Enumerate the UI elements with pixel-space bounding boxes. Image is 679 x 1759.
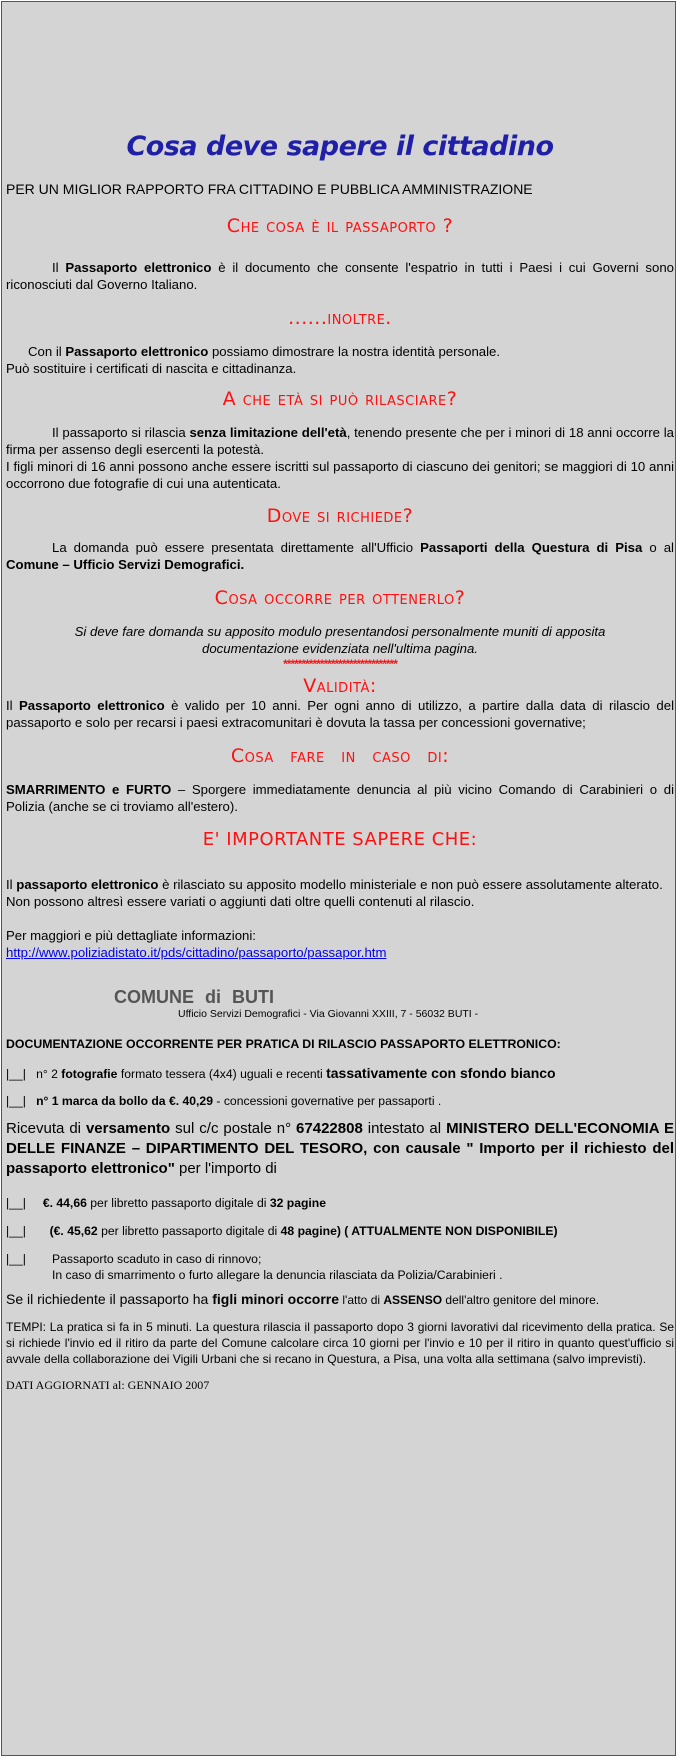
doc-item-48-pagine: |__| (€. 45,62 per libretto passaporto digitale di 48 pagine) ( ATTUALMENTE NON DISPONIBILE) [6,1224,558,1238]
doc-item-rinnovo [6,1251,674,1283]
heading-occorre: Cosa occorre per ottenerlo? [214,587,466,609]
info-link[interactable]: http://www.poliziadistato.it/pds/cittadino/passaporto/passapor.htm [6,945,387,960]
para-info: Per maggiori e più dettagliate informazioni: [6,928,256,943]
para-minori: I figli minori di 16 anni possono anche essere iscritti sul passaporto di ciascuno dei genitori; se maggiori di 10 anni occorrono due fotografie di cui una autenticata. [6,459,674,491]
heading-cosa-passaporto: Che cosa è il passaporto ? [226,215,454,237]
subtitle: PER UN MIGLIOR RAPPORTO FRA CITTADINO E PUBBLICA AMMINISTRAZIONE [6,181,533,197]
content [6,131,674,1394]
doc-heading: DOCUMENTAZIONE OCCORRENTE PER PRATICA DI RILASCIO PASSAPORTO ELETTRONICO: [6,1037,561,1051]
comune-address: Ufficio Servizi Demografici - Via Giovanni XXIII, 7 - 56032 BUTI - [178,1008,479,1020]
info-link-para [6,944,674,961]
heading-eta: A che età si può rilasciare? [222,388,458,410]
para-dove: La domanda può essere presentata direttamente all'Ufficio Passaporti della Questura di Pisa o al Comune – Ufficio Servizi Demografici. [6,540,674,572]
heading-importante: E' IMPORTANTE SAPERE CHE: [202,829,478,850]
rinnovo-text: Passaporto scaduto in caso di rinnovo; [52,1252,262,1266]
checkbox-48-pagine[interactable]: |__| [6,1224,26,1238]
comune-name: COMUNE di BUTI [114,987,274,1007]
para-variati: Non possono altresì essere variati o aggiunti dati oltre quelli contenuti al rilascio. [6,894,475,909]
para-identita: Con il Passaporto elettronico possiamo dimostrare la nostra identità personale. [28,344,501,359]
doc-item-fotografie: |__| n° 2 fotografie formato tessera (4x4) uguali e recenti tassativamente con sfondo bianco [6,1065,556,1081]
heading-inoltre: ......inoltre. [288,307,392,329]
heading-validita: Validità: [303,675,377,697]
para-occorre: Si deve fare domanda su apposito modulo presentandosi personalmente muniti di apposita documentazione evidenziata nell'ultima pagina. [74,624,606,656]
smarrimento-text: In caso di smarrimento o furto allegare la denuncia rilasciata da Polizia/Carabinieri . [52,1268,503,1282]
doc-item-marca: |__| n° 1 marca da bollo da €. 40,29 - concessioni governative per passaporti . [6,1094,442,1108]
para-smarrimento: SMARRIMENTO e FURTO – Sporgere immediatamente denuncia al più vicino Comando di Carabinieri o di Polizia (anche se ci troviamo all'estero). [6,782,674,814]
checkbox-32-pagine[interactable]: |__| [6,1196,26,1210]
checkbox-rinnovo[interactable]: |__| [6,1252,26,1266]
para-certificati: Può sostituire i certificati di nascita e cittadinanza. [6,361,297,376]
heading-dove: Dove si richiede? [266,505,414,527]
page-title: Cosa deve sapere il cittadino [126,131,554,162]
checkbox-fotografie[interactable]: |__| [6,1067,26,1081]
para-validita: Il Passaporto elettronico è valido per 10 anni. Per ogni anno di utilizzo, a partire dalla data di rilascio del passaporto e solo per recarsi i paesi extracomunitari è dovuta la tassa per concessioni governative; [6,698,674,730]
para-eta: Il passaporto si rilascia senza limitazione dell'età, tenendo presente che per i minori di 18 anni occorre la firma per assenso degli esercenti la potestà. [6,425,675,457]
checkbox-marca[interactable]: |__| [6,1094,26,1108]
heading-caso: Cosa fare in caso di: [230,745,450,767]
para-assenso: Se il richiedente il passaporto ha figli minori occorre l'atto di ASSENSO dell'altro genitore del minore. [6,1291,600,1307]
stars-separator: ******************************* [283,657,397,671]
para-tempi: TEMPI: La pratica si fa in 5 minuti. La questura rilascia il passaporto dopo 3 giorni lavorativi dal ricevimento della pratica. Se si richiede l'invio ed il ritiro da parte del Comune calcolare circa 10 giorni per l'invio e 10 per il ritiro in quanto quest'ufficio si avvale della collaborazione dei Vigili Urbani che si recano in Questura, a Pisa, una volta alla settimana (salvo imprevisti). [6,1320,674,1366]
dati-aggiornati: DATI AGGIORNATI al: GENNAIO 2007 [6,1378,210,1392]
para-passaporto: Il Passaporto elettronico è il documento che consente l'espatrio in tutti i Paesi i cui Governi sono riconosciuti dal Governo Italiano. [6,260,675,292]
doc-item-32-pagine: |__| €. 44,66 per libretto passaporto digitale di 32 pagine [6,1196,327,1210]
para-ricevuta: Ricevuta di versamento sul c/c postale n° 67422808 intestato al MINISTERO DELL'ECONOMIA E DELLE FINANZE – DIPARTIMENTO DEL TESORO, con causale " Importo per il richiesto del passaporto elettronico" per l'importo di [6,1120,674,1177]
para-importante: Il passaporto elettronico è rilasciato su apposito modello ministeriale e non può essere assolutamente alterato. [6,877,663,892]
